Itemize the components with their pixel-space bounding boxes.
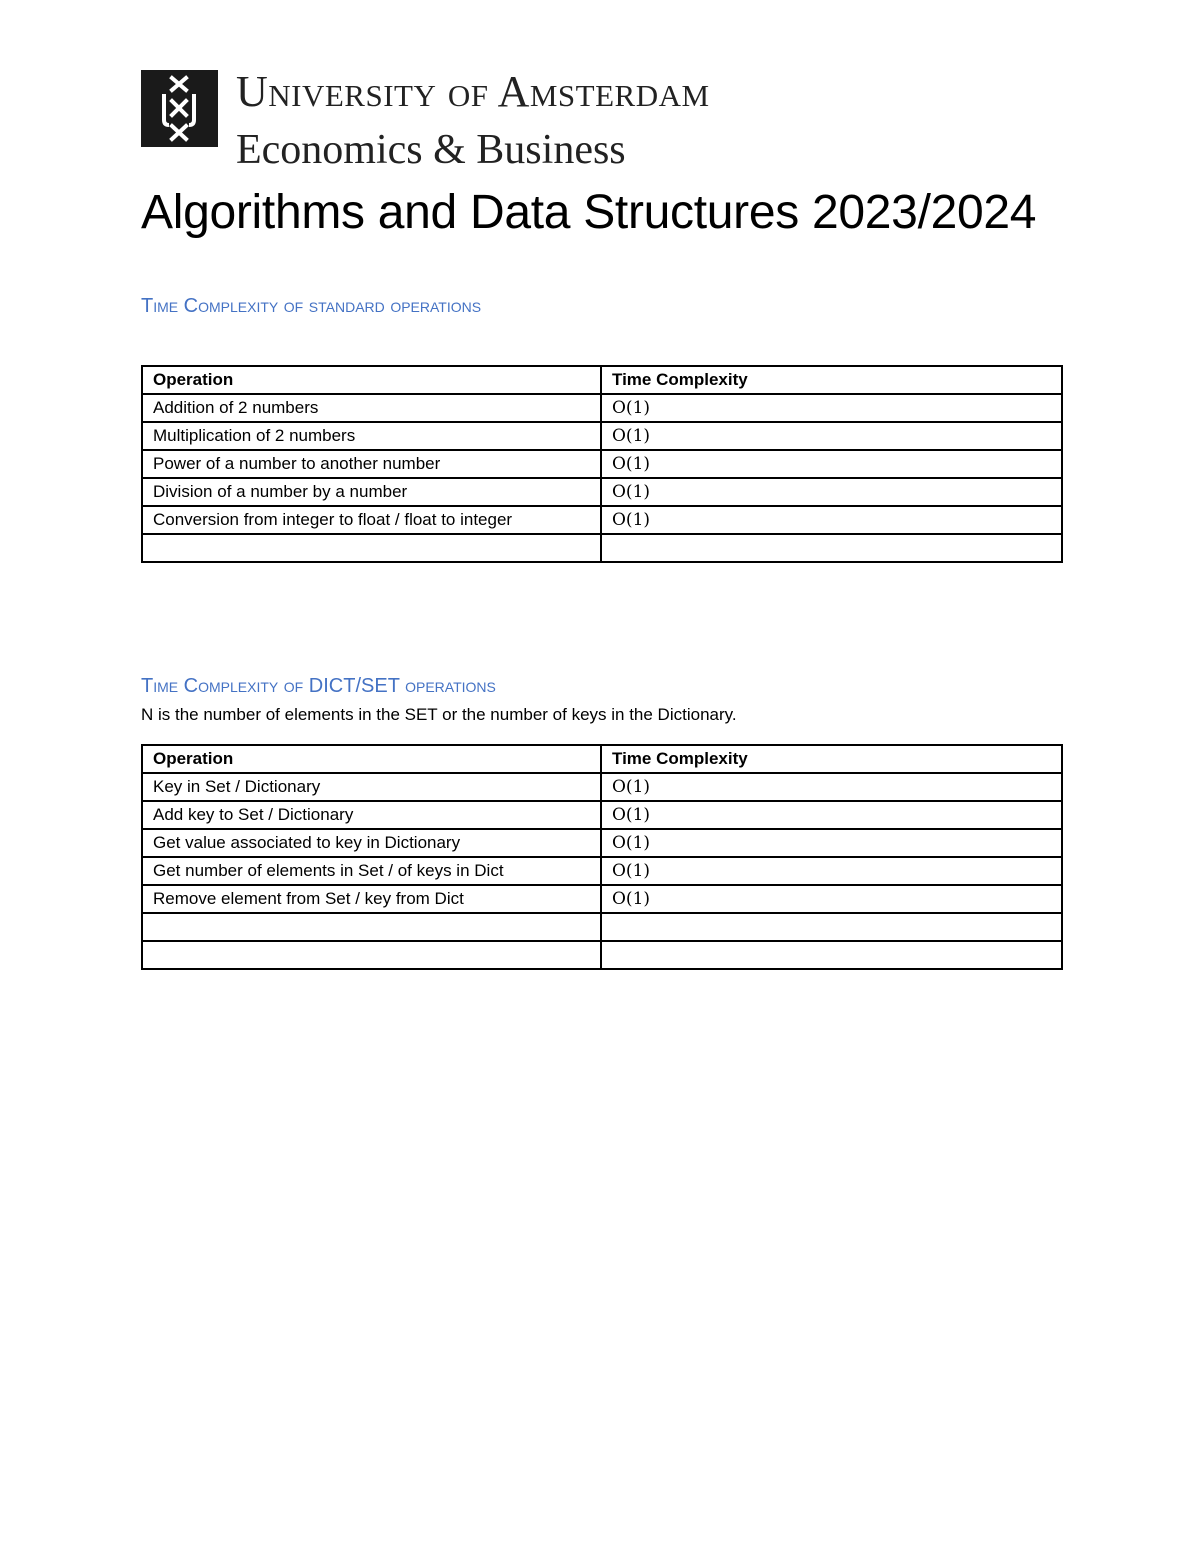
complexity-cell: O(1) <box>601 450 1062 478</box>
table-row-empty <box>142 534 1062 562</box>
operation-cell: Remove element from Set / key from Dict <box>142 885 601 913</box>
operation-cell: Power of a number to another number <box>142 450 601 478</box>
table-row <box>142 801 1062 829</box>
section-heading-standard: Time Complexity of standard operations <box>141 295 482 317</box>
table-header-row <box>142 745 1062 773</box>
complexity-cell: O(1) <box>601 422 1062 450</box>
table-row <box>142 885 1062 913</box>
page-title: Algorithms and Data Structures 2023/2024 <box>141 186 1037 239</box>
table-row <box>142 506 1062 534</box>
operation-cell: Division of a number by a number <box>142 478 601 506</box>
table-row <box>142 829 1062 857</box>
operation-cell: Multiplication of 2 numbers <box>142 422 601 450</box>
complexity-cell: O(1) <box>601 478 1062 506</box>
standard-operations-table <box>141 365 1063 563</box>
table-row <box>142 422 1062 450</box>
complexity-cell <box>601 941 1062 969</box>
column-header: Time Complexity <box>601 745 1062 773</box>
operation-cell: Key in Set / Dictionary <box>142 773 601 801</box>
table-row <box>142 394 1062 422</box>
university-name: University of Amsterdam <box>236 67 710 116</box>
complexity-cell: O(1) <box>601 394 1062 422</box>
complexity-cell <box>601 913 1062 941</box>
complexity-cell <box>601 534 1062 562</box>
uva-logo-icon <box>141 70 218 147</box>
faculty-name: Economics & Business <box>236 127 626 173</box>
complexity-cell: O(1) <box>601 506 1062 534</box>
operation-cell <box>142 941 601 969</box>
operation-cell <box>142 913 601 941</box>
column-header: Operation <box>142 366 601 394</box>
table-row <box>142 773 1062 801</box>
table-row-empty <box>142 941 1062 969</box>
table-header-row <box>142 366 1062 394</box>
column-header: Operation <box>142 745 601 773</box>
complexity-cell: O(1) <box>601 829 1062 857</box>
column-header: Time Complexity <box>601 366 1062 394</box>
table-row <box>142 478 1062 506</box>
operation-cell: Add key to Set / Dictionary <box>142 801 601 829</box>
section-heading-dict-set: Time Complexity of DICT/SET operations <box>141 675 496 697</box>
table-row-empty <box>142 913 1062 941</box>
operation-cell: Get value associated to key in Dictionary <box>142 829 601 857</box>
operation-cell: Conversion from integer to float / float to integer <box>142 506 601 534</box>
operation-cell: Addition of 2 numbers <box>142 394 601 422</box>
section-note: N is the number of elements in the SET or the number of keys in the Dictionary. <box>141 705 737 724</box>
complexity-cell: O(1) <box>601 801 1062 829</box>
operation-cell <box>142 534 601 562</box>
dict-set-operations-table <box>141 744 1063 970</box>
complexity-cell: O(1) <box>601 857 1062 885</box>
table-row <box>142 450 1062 478</box>
table-row <box>142 857 1062 885</box>
complexity-cell: O(1) <box>601 773 1062 801</box>
operation-cell: Get number of elements in Set / of keys in Dict <box>142 857 601 885</box>
complexity-cell: O(1) <box>601 885 1062 913</box>
